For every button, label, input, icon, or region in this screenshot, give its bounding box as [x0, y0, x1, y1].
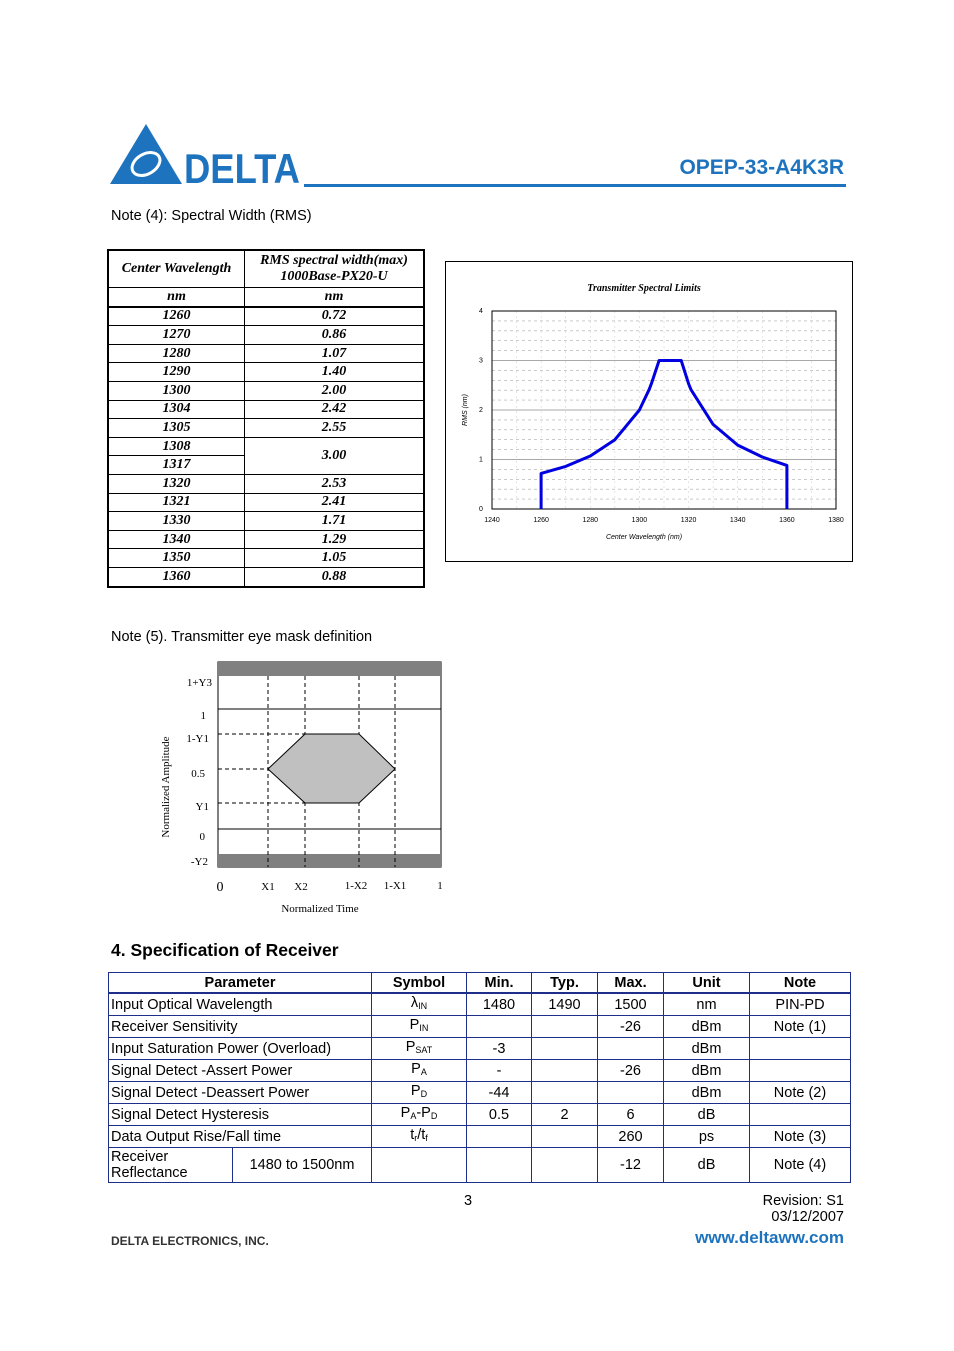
unit-rms: nm: [245, 288, 425, 307]
table-row: Input Saturation Power (Overload) $P_{SAT}$ -3 dBm: [109, 1038, 851, 1060]
table-row: 1290 1.40: [108, 363, 424, 382]
chart-xtick-label: 1240: [484, 517, 500, 524]
receiver-section-title: 4. Specification of Receiver: [111, 940, 339, 960]
table-row: 1321 2.41: [108, 493, 424, 512]
header-rule: [304, 184, 846, 187]
table-row: 1317: [108, 456, 424, 475]
eye-xlabel: 1-X1: [383, 880, 407, 892]
unit-wavelength: nm: [108, 288, 245, 307]
delta-logo: [110, 122, 302, 192]
table-row: Input Optical Wavelength $\lambda_{IN}$ 1480 1490 1500 nm PIN-PD: [109, 993, 851, 1016]
eye-xlabel: 1-X2: [344, 880, 368, 892]
eye-ylabel: Y1: [195, 801, 209, 813]
eye-xlabel: 1: [437, 880, 443, 892]
table-row: 1360 0.88: [108, 567, 424, 586]
eye-xlabel: 0: [216, 880, 224, 895]
table-row: 1330 1.71: [108, 512, 424, 531]
table-row: Signal Detect Hysteresis $P_A-P_D$ 0.5 2 6 dB: [109, 1104, 851, 1126]
eye-ylabel: 0: [199, 831, 205, 843]
table-header-row: Parameter Symbol Min. Typ. Max. Unit Note: [109, 973, 851, 994]
note5-title: Note (5). Transmitter eye mask definition: [111, 629, 373, 645]
company-name: DELTA ELECTRONICS, INC.: [111, 1234, 269, 1248]
table-row: 1300 2.00: [108, 381, 424, 400]
table-row: 1350 1.05: [108, 549, 424, 568]
note4-title: Note (4): Spectral Width (RMS): [111, 208, 312, 224]
table-row: 1340 1.29: [108, 530, 424, 549]
chart-xtick-label: 1360: [779, 517, 795, 524]
spectral-limits-chart: [445, 261, 853, 562]
eye-yaxis-title: Normalized Amplitude: [160, 736, 172, 838]
revision-info: Revision: S1 03/12/2007: [762, 1193, 844, 1225]
chart-xtick-label: 1340: [729, 517, 746, 524]
table-row: Receiver Sensitivity $P_{IN}$ -26 dBm Note (1): [109, 1016, 851, 1038]
eye-ylabel: 1-Y1: [186, 733, 209, 745]
chart-xtick-label: 1380: [828, 517, 844, 524]
table-row: 1270 0.86: [108, 326, 424, 345]
chart-xaxis-title: Center Wavelength (nm): [605, 534, 683, 541]
chart-ytick-label: 0: [479, 506, 483, 513]
table-row: Signal Detect -Assert Power $P_A$ - -26 dBm: [109, 1060, 851, 1082]
table-row: 1260 0.72: [108, 307, 424, 326]
website-link[interactable]: www.deltaww.com: [695, 1228, 844, 1247]
table-row: 1308 3.00: [108, 437, 424, 456]
table-row: Signal Detect -Deassert Power $P_D$ -44 dBm Note (2): [109, 1082, 851, 1104]
lower-band: [218, 854, 441, 867]
chart-svg: [446, 262, 852, 561]
table-row: 1305 2.55: [108, 419, 424, 438]
eye-ylabel: 1+Y3: [186, 677, 212, 689]
document-id: OPEP-33-A4K3R: [679, 156, 844, 179]
chart-ytick-label: 3: [479, 357, 483, 365]
chart-xtick-label: 1300: [631, 517, 648, 524]
upper-band: [218, 662, 441, 676]
page-number: 3: [464, 1193, 473, 1209]
eye-xaxis-title: Normalized Time: [281, 903, 359, 915]
chart-xtick-label: 1280: [582, 517, 599, 524]
table-row: 1280 1.07: [108, 344, 424, 363]
chart-ytick-label: 1: [479, 456, 483, 464]
chart-xtick-label: 1260: [533, 517, 549, 524]
svg-text:DELTA: DELTA: [184, 145, 300, 192]
table-row: Data Output Rise/Fall time $t_r/t_f$ 260 ps Note (3): [109, 1126, 851, 1148]
eye-mask-diagram: [155, 657, 455, 922]
col-header-rms: RMS spectral width(max) 1000Base-PX20-U: [245, 250, 425, 288]
receiver-spec-table: [108, 972, 851, 1183]
chart-xtick-label: 1320: [680, 517, 697, 524]
col-header-wavelength: Center Wavelength: [108, 250, 245, 288]
eye-ylabel: 1: [200, 710, 206, 722]
eye-xlabel: X1: [261, 881, 275, 893]
table-row: 1320 2.53: [108, 474, 424, 493]
eye-ylabel: 0.5: [191, 768, 205, 780]
table-row: 1304 2.42: [108, 400, 424, 419]
table-row: Receiver Reflectance 1480 to 1500nm -12 dB Note (4): [109, 1148, 851, 1183]
chart-title: Transmitter Spectral Limits: [587, 283, 701, 294]
chart-ytick-label: 2: [479, 407, 483, 414]
eye-xlabel: X2: [294, 881, 308, 893]
chart-ytick-label: 4: [479, 308, 483, 315]
spectral-width-table: [107, 249, 425, 588]
eye-ylabel: -Y2: [190, 856, 208, 868]
chart-yaxis-title: RMS (nm): [462, 394, 469, 426]
